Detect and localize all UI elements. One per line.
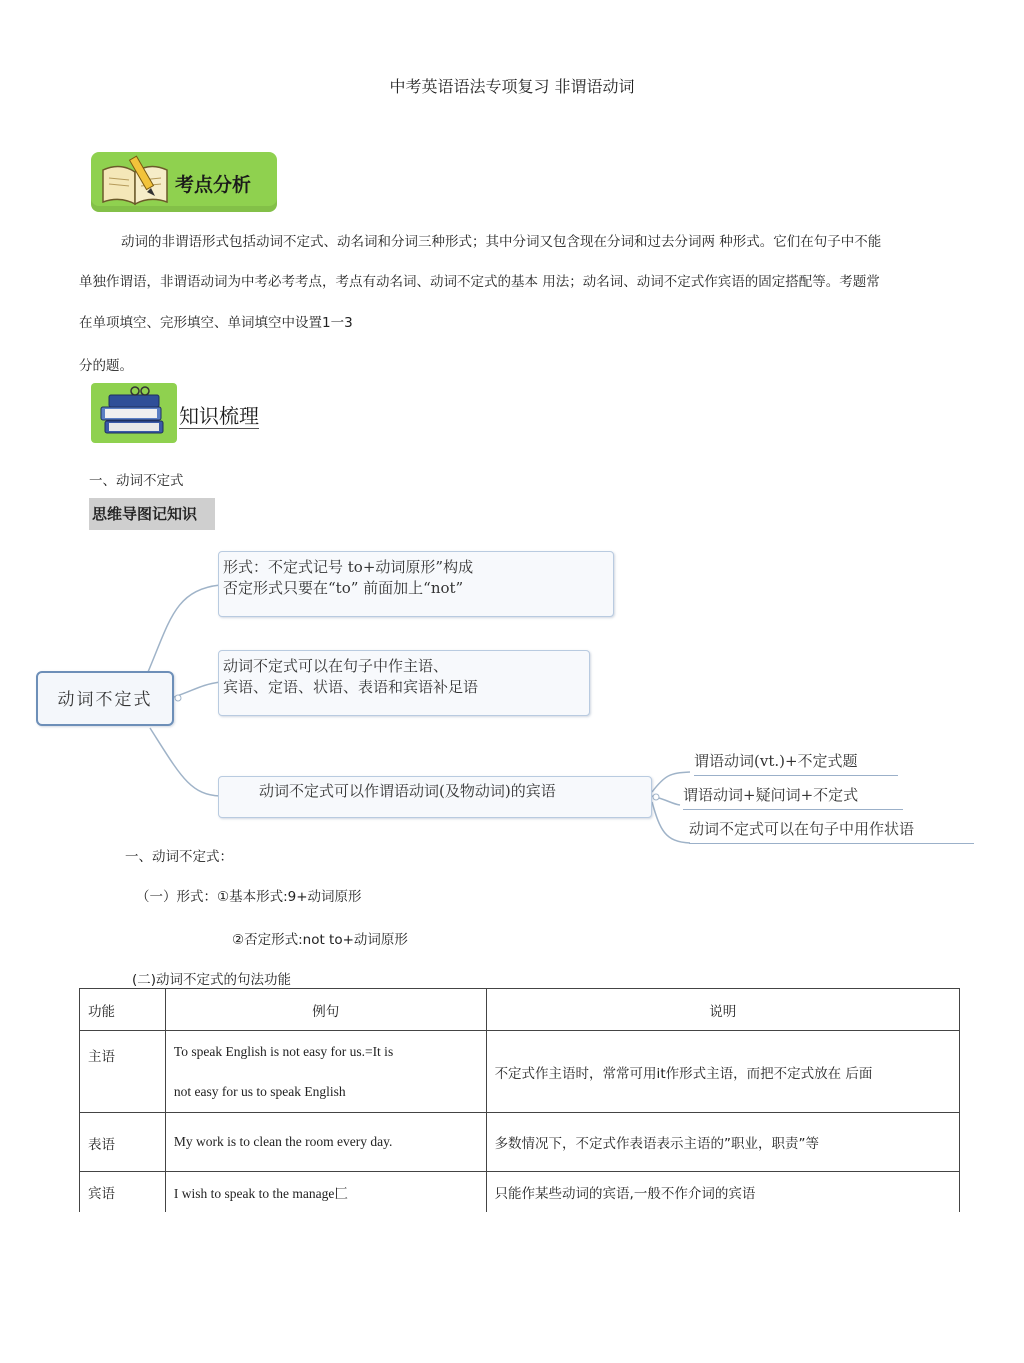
table-row — [80, 1172, 960, 1212]
intro-line-1: 动词的非谓语形式包括动词不定式、动名词和分词三种形式；其中分词又包含现在分词和过去分词两 种形式。它们在句子中不能 — [121, 234, 882, 250]
table-cell-note: 多数情况下，不定式作表语表示主语的”职业，职责”等 — [486, 1113, 959, 1172]
branch-form-line1: 形式：不定式记号 to+动词原形”构成 — [223, 558, 474, 576]
table-cell-function: 表语 — [80, 1113, 166, 1172]
mindmap-branch-functions — [218, 650, 590, 716]
mindmap-branch-object — [218, 776, 652, 818]
table-cell-note: 不定式作主语时，常常可用it作形式主语，而把不定式放在 后面 — [486, 1031, 959, 1113]
mindmap-sub-vt-infinitive: 谓语动词(vt.)+不定式题 — [694, 750, 898, 776]
intro-line-3: 在单项填空、完形填空、单词填空中设置1一3 — [79, 315, 353, 331]
table-cell-example: My work is to clean the room every day. — [165, 1113, 486, 1172]
open-book-pencil-icon — [95, 152, 175, 212]
body-heading: 一、动词不定式： — [125, 849, 233, 865]
table-cell-example — [165, 1031, 486, 1113]
mindmap-root: 动词不定式 — [36, 671, 174, 726]
example-line: not easy for us to speak English — [173, 1083, 346, 1099]
functions-heading: (二)动词不定式的句法功能 — [132, 972, 292, 988]
form-negative: ②否定形式:not to+动词原形 — [232, 932, 408, 948]
table-header-cell: 例句 — [165, 989, 486, 1031]
table-header-cell: 说明 — [486, 989, 959, 1031]
branch-form-line2: 否定形式只要在“to” 前面加上“not” — [223, 579, 464, 597]
table-cell-example: I wish to speak to the manage匚 — [165, 1172, 486, 1212]
intro-line-2: 单独作谓语，非谓语动词为中考必考考点，考点有动名词、动词不定式的基本 用法；动名词、动词不定式作宾语的固定搭配等。考题常 — [79, 274, 880, 290]
table-row — [80, 1031, 960, 1113]
analysis-badge — [91, 152, 277, 212]
mindmap-sub-question-word: 谓语动词+疑问词+不定式 — [683, 784, 903, 810]
branch-functions-line2: 宾语、定语、状语、表语和宾语补足语 — [223, 678, 479, 696]
branch-functions-line1: 动词不定式可以在句子中作主语、 — [223, 657, 449, 675]
example-line: To speak English is not easy for us.=It is — [173, 1043, 394, 1059]
table-header-row — [80, 989, 960, 1031]
intro-line-4: 分的题。 — [79, 358, 133, 374]
table-header-cell: 功能 — [80, 989, 166, 1031]
form-basic: （一）形式：①基本形式:9+动词原形 — [136, 889, 362, 905]
branch-object-text: 动词不定式可以作谓语动词(及物动词)的宾语 — [259, 782, 556, 800]
table-row — [80, 1113, 960, 1172]
table-cell-note: 只能作某些动词的宾语,一般不作介词的宾语 — [486, 1172, 959, 1212]
page-title: 中考英语语法专项复习 非谓语动词 — [389, 77, 635, 96]
mindmap-label: 思维导图记知识 — [89, 498, 215, 530]
analysis-badge-label: 考点分析 — [175, 174, 252, 196]
functions-table — [79, 988, 960, 1212]
knowledge-badge — [91, 383, 177, 443]
books-stack-icon — [91, 383, 177, 443]
mindmap-branch-form — [218, 551, 614, 617]
table-cell-function: 主语 — [80, 1031, 166, 1113]
table-cell-function: 宾语 — [80, 1172, 166, 1212]
section-heading-infinitive: 一、动词不定式 — [89, 473, 184, 489]
knowledge-badge-label: 知识梳理 — [179, 404, 259, 428]
mindmap-sub-adverbial: 动词不定式可以在句子中用作状语 — [689, 818, 974, 844]
